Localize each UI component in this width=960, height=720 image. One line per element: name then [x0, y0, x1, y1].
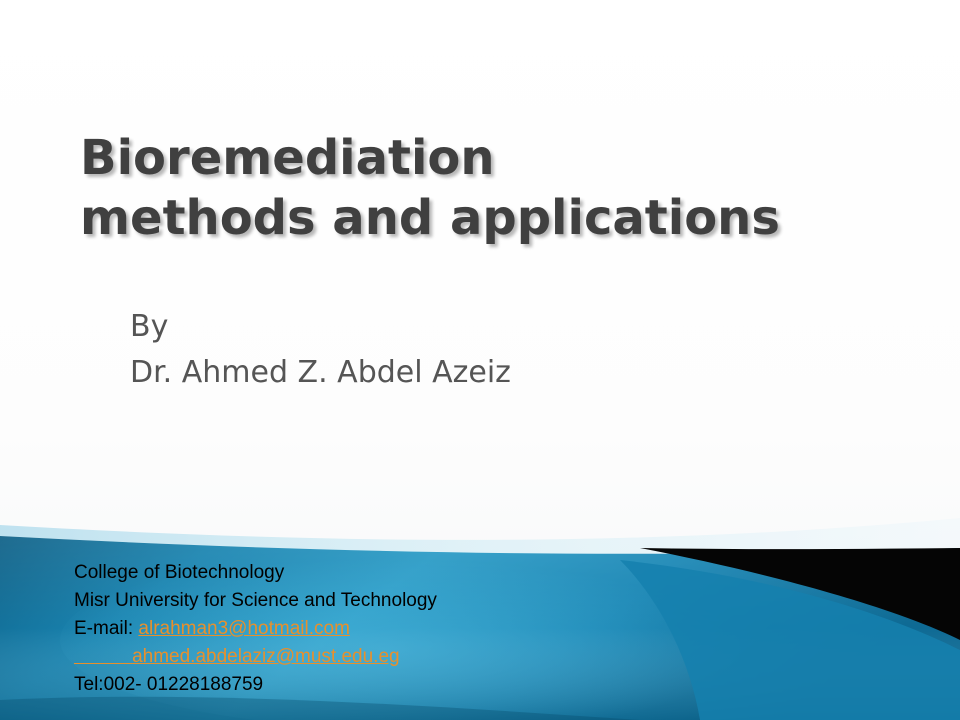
- college-name: College of Biotechnology: [74, 562, 285, 583]
- slide-title-line1: Bioremediation: [80, 130, 495, 186]
- contact-info: [74, 559, 634, 699]
- email-link-must[interactable]: [74, 646, 400, 667]
- university-name: Misr University for Science and Technology: [74, 590, 437, 611]
- email-indent: [74, 646, 132, 667]
- email-line-2: [74, 643, 634, 671]
- email-link-hotmail[interactable]: alrahman3@hotmail.com: [138, 618, 350, 639]
- slide-title-line2: methods and applications: [80, 190, 780, 246]
- subtitle-by: By: [130, 309, 169, 344]
- subtitle-author: Dr. Ahmed Z. Abdel Azeiz: [130, 355, 511, 390]
- slide-title: [80, 128, 920, 248]
- telephone: Tel:002- 01228188759: [74, 674, 264, 695]
- email2-text: ahmed.abdelaziz@must.edu.eg: [132, 646, 400, 667]
- email-line: [74, 615, 634, 643]
- slide-subtitle: [130, 304, 830, 396]
- email-label: E-mail:: [74, 618, 139, 639]
